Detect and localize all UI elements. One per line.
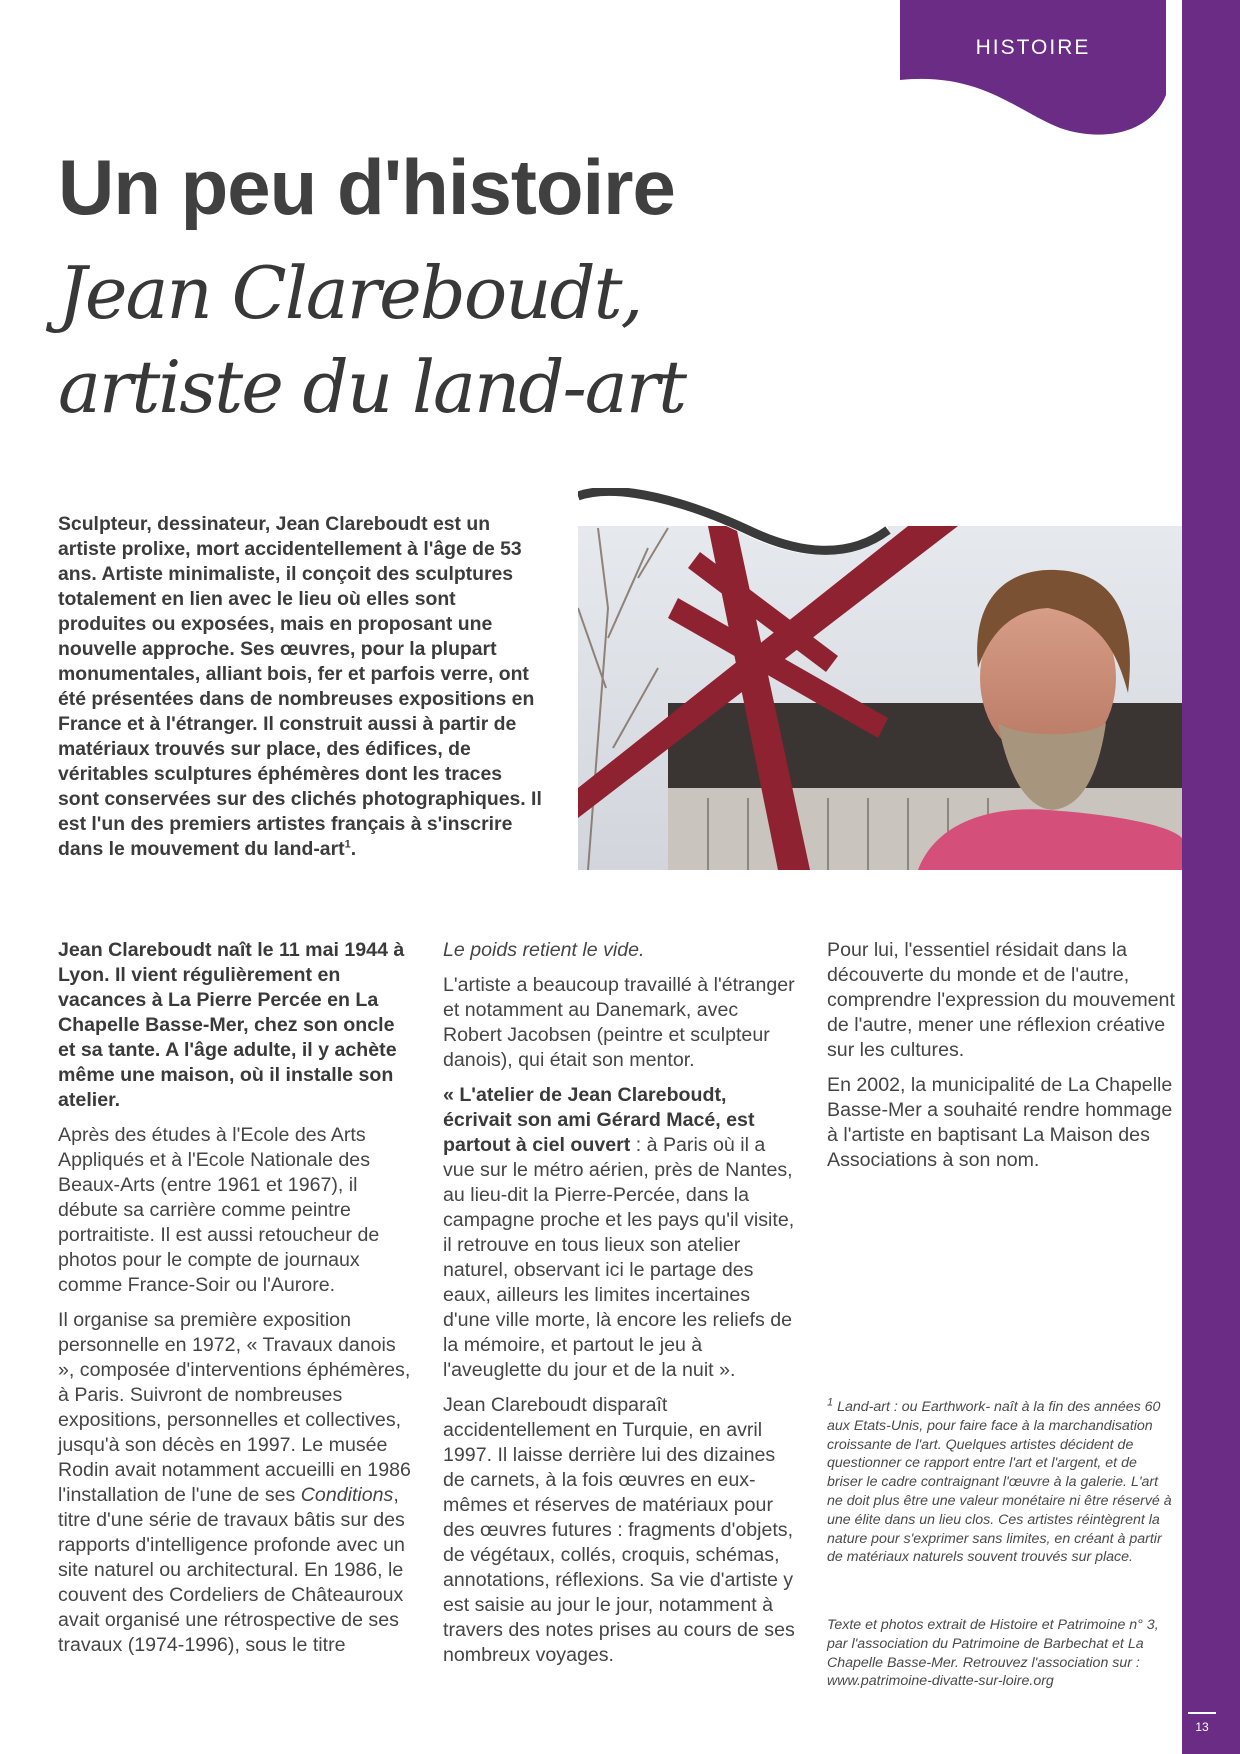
col1-paragraph-2: Après des études à l'Ecole des Arts Appliqués et à l'Ecole Nationale des Beaux-Arts (entre 1961 et 1967), il débute sa carrière comme peintre portraitiste. Il est aussi retoucheur de photos pour le compte de journaux comme France-Soir ou l'Aurore. (58, 1124, 380, 1296)
col1-paragraph-1: Jean Clareboudt naît le 11 mai 1944 à Lyon. Il vient régulièrement en vacances à La Pierre Percée en La Chapelle Basse-Mer, chez son oncle et sa tante. A l'âge adulte, il y achète même une maison, où il installe son atelier. (58, 939, 405, 1111)
text-column-3 (827, 938, 1183, 1183)
col1-paragraph-3-italic: Conditions (300, 1484, 394, 1506)
text-column-2 (443, 938, 799, 1678)
col2-quote-bold: « L'atelier de Jean Clareboudt, écrivait son ami Gérard Macé, est partout à ciel ouvert (443, 1084, 755, 1156)
section-tab-label: HISTOIRE (975, 36, 1091, 59)
col3-paragraph-1: Pour lui, l'essentiel résidait dans la découverte du monde et de l'autre, comprendre l'expression du mouvement de l'autre, mener une réflexion créative sur les cultures. (827, 939, 1175, 1061)
source-credit: Texte et photos extrait de Histoire et Patrimoine n° 3, par l'association du Patrimoine de Barbechat et La Chapelle Basse-Mer. Retrouvez l'association sur : www.patrimoine-divatte-sur-loire.org (827, 1617, 1159, 1690)
col2-paragraph-2: L'artiste a beaucoup travaillé à l'étranger et notamment au Danemark, avec Robert Jacobsen (peintre et sculpteur danois), qui était son mentor. (443, 974, 795, 1071)
intro-paragraph (58, 512, 544, 862)
article-subtitle (58, 246, 685, 434)
col2-paragraph-4: Jean Clareboudt disparaît accidentellement en Turquie, en avril 1997. Il laisse derrière lui des dizaines de carnets, à la fois œuvres en eux-mêmes et réserves de matériaux pour des œuvres futures : fragments d'objets, de végétaux, collés, croquis, schémas, annotations, réflexions. Sa vie d'artiste y est saisie au jour le jour, notamment à travers des notes prises au cours de ses nombreux voyages. (443, 1394, 795, 1666)
page-title: Un peu d'histoire (58, 143, 675, 231)
footnote-number: 1 (827, 1396, 834, 1409)
right-accent-bar (1182, 0, 1240, 1754)
section-tab (900, 0, 1166, 140)
page-number-rule (1188, 1712, 1216, 1714)
intro-end: . (350, 838, 357, 860)
footnote (827, 1398, 1173, 1567)
text-column-1 (58, 938, 414, 1668)
col1-paragraph-3-a: Il organise sa première exposition personnelle en 1972, « Travaux danois », composée d'interventions éphémères, à Paris. Suivront de nombreuses expositions, personnelles et collectives, jusqu'à son décès en 1997. Le musée Rodin avait notamment accueilli en 1986 l'installation de l'une de ses (58, 1309, 411, 1506)
col2-paragraph-1: Le poids retient le vide. (443, 939, 645, 961)
col2-paragraph-3 (443, 1083, 799, 1383)
col1-paragraph-3 (58, 1308, 414, 1658)
col2-quote-rest: : à Paris où il a vue sur le métro aérien, près de Nantes, au lieu-dit la Pierre-Percée, dans la campagne proche et les pays qu'il visite, il retrouve en tous lieux son atelier naturel, observant ici le partage des eaux, ailleurs les limites incertaines d'une ville morte, là encore les reliefs de la mémoire, et partout le jeu à l'aveuglette du jour et de la nuit ». (443, 1134, 795, 1381)
footnote-ref: 1 (344, 838, 351, 851)
page-number: 13 (1195, 1720, 1209, 1734)
subtitle-line-2: artiste du land-art (58, 345, 686, 429)
subtitle-line-1: Jean Clareboudt, (58, 251, 642, 335)
section-tab-shape (900, 0, 1166, 140)
footnote-text: Land-art : ou Earthwork- naît à la fin des années 60 aux Etats-Unis, pour faire face à la marchandisation croissante de l'art. Quelques artistes décident de questionner ce rapport entre l'art et l'argent, et de briser le cadre contraignant l'œuvre à la galerie. L'art ne doit plus être une valeur monétaire ni être réservé à une élite dans un lieu clos. Ces artistes réintègrent la nature pour s'exprimer sans limites, en créant à partir de matériaux naturels souvent trouvés sur place. (827, 1399, 1172, 1566)
col3-paragraph-2: En 2002, la municipalité de La Chapelle Basse-Mer a souhaité rendre hommage à l'artiste en baptisant La Maison des Associations à son nom. (827, 1074, 1173, 1171)
artist-photo (578, 488, 1182, 870)
col1-paragraph-3-b: , titre d'une série de travaux bâtis sur des rapports d'intelligence profonde avec un site naturel ou architectural. En 1986, le couvent des Cordeliers de Châteauroux avait organisé une rétrospective de ses travaux (1974-1996), sous le titre (58, 1484, 405, 1656)
intro-text: Sculpteur, dessinateur, Jean Clareboudt est un artiste prolixe, mort accidentellement à l'âge de 53 ans. Artiste minimaliste, il conçoit des sculptures totalement en lien avec le lieu où elles sont produites ou exposées, mais en proposant une nouvelle approche. Ses œuvres, pour la plupart monumentales, alliant bois, fer et parfois verre, ont été présentées dans de nombreuses expositions en France et à l'étranger. Il construit aussi à partir de matériaux trouvés sur place, des édifices, de véritables sculptures éphémères dont les traces sont conservées sur des clichés photographiques. Il est l'un des premiers artistes français à s'inscrire dans le mouvement du land-art (58, 513, 542, 860)
